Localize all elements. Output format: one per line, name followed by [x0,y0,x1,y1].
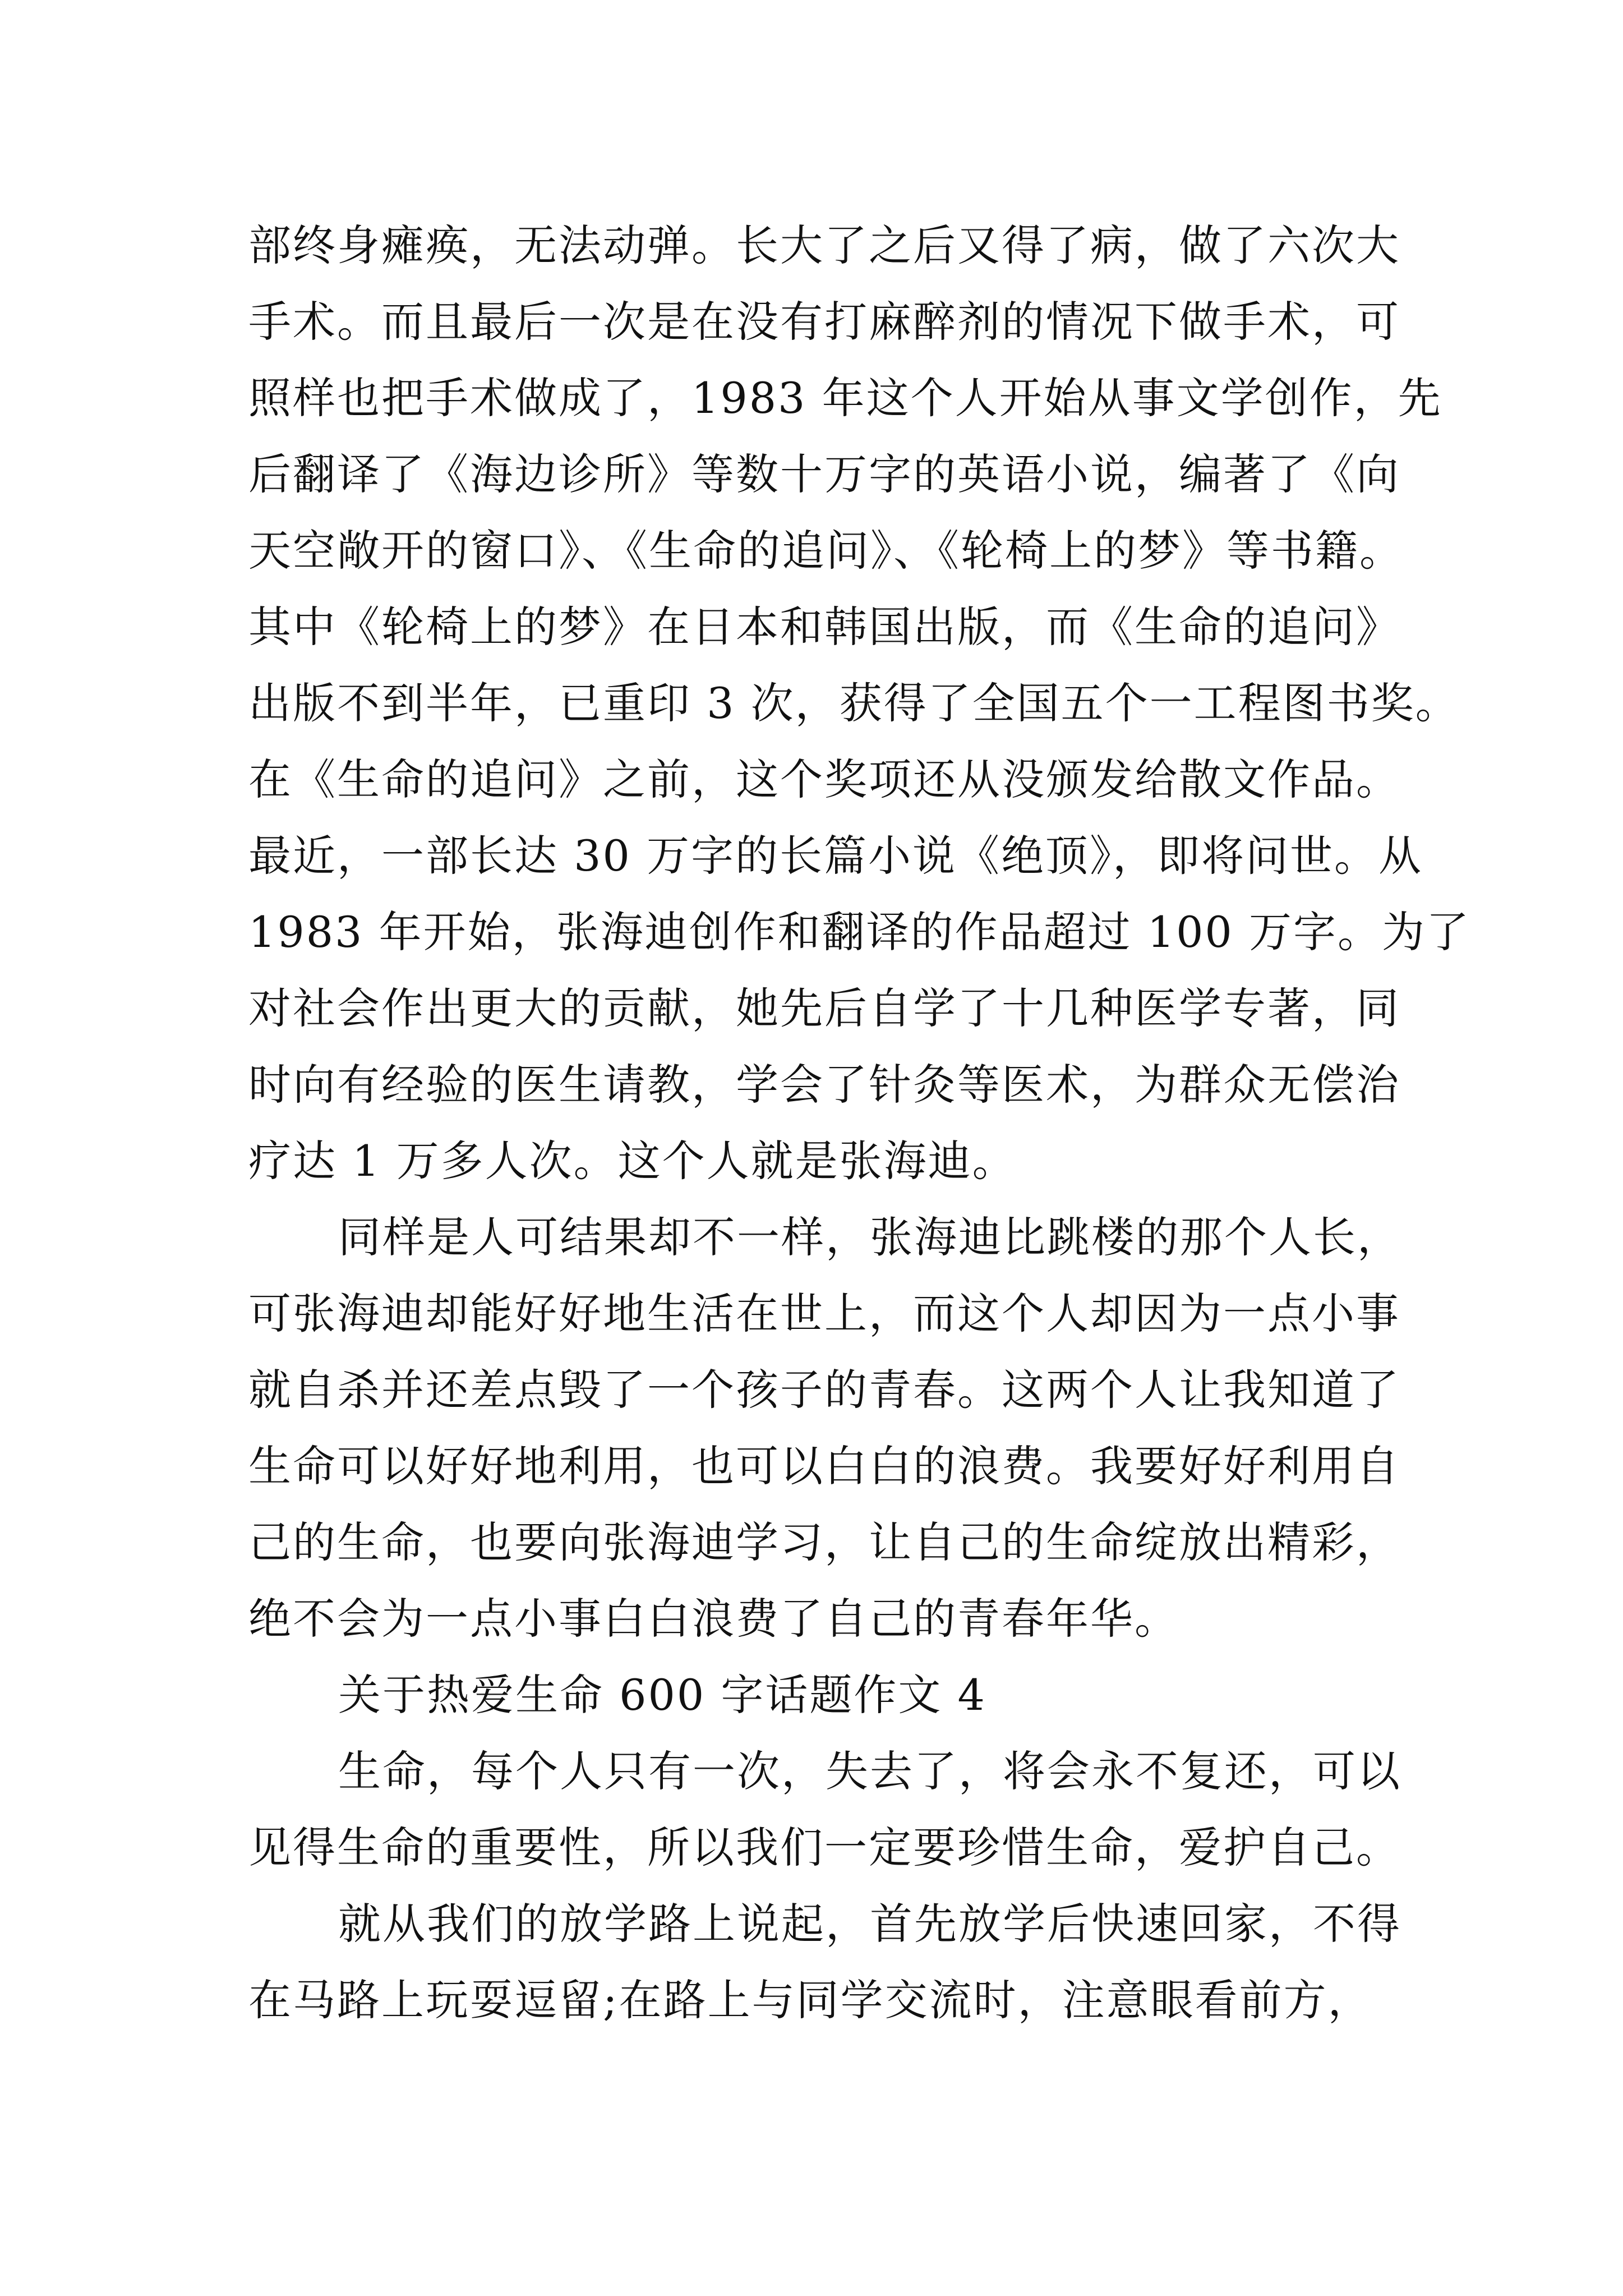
text-line: 天空敞开的窗口》、《生命的追问》、《轮椅上的梦》等书籍。 [248,526,1404,576]
text-line: 后翻译了《海边诊所》等数十万字的英语小说，编著了《向 [248,449,1400,499]
text-line: 就自杀并还差点毁了一个孩子的青春。这两个人让我知道了 [248,1365,1400,1415]
text-line: 绝不会为一点小事白白浪费了自己的青春年华。 [248,1594,1179,1644]
text-line: 在马路上玩耍逗留;在路上与同学交流时，注意眼看前方， [248,1975,1372,2025]
paragraph-start-line: 就从我们的放学路上说起，首先放学后快速回家，不得 [338,1899,1401,1949]
text-line: 手术。而且最后一次是在没有打麻醉剂的情况下做手术，可 [248,297,1400,347]
text-line: 可张海迪却能好好地生活在世上，而这个人却因为一点小事 [248,1289,1400,1338]
text-line: 生命可以好好地利用，也可以白白的浪费。我要好好利用自 [248,1441,1400,1491]
text-line: 时向有经验的医生请教，学会了针灸等医术，为群众无偿治 [248,1060,1400,1110]
paragraph-start-line: 同样是人可结果却不一样，张海迪比跳楼的那个人长， [338,1212,1401,1262]
text-line: 部终身瘫痪，无法动弹。长大了之后又得了病，做了六次大 [248,220,1400,270]
text-line: 1983 年开始，张海迪创作和翻译的作品超过 100 万字。为了 [248,907,1470,957]
text-line: 见得生命的重要性，所以我们一定要珍惜生命，爱护自己。 [248,1823,1400,1872]
section-heading: 关于热爱生命 600 字话题作文 4 [338,1670,986,1720]
text-line: 最近，一部长达 30 万字的长篇小说《绝顶》，即将问世。从 [248,831,1423,881]
text-line: 在《生命的追问》之前，这个奖项还从没颁发给散文作品。 [248,754,1400,804]
text-line: 己的生命，也要向张海迪学习，让自己的生命绽放出精彩， [248,1517,1400,1567]
paragraph-start-line: 生命，每个人只有一次，失去了，将会永不复还，可以 [338,1746,1401,1796]
text-line: 疗达 1 万多人次。这个人就是张海迪。 [248,1136,1017,1186]
text-line: 其中《轮椅上的梦》在日本和韩国出版，而《生命的追问》 [248,602,1400,652]
text-line: 对社会作出更大的贡献，她先后自学了十几种医学专著，同 [248,983,1400,1033]
body-text [248,208,1470,2039]
text-line: 出版不到半年，已重印 3 次，获得了全国五个一工程图书奖。 [248,678,1460,728]
text-line: 照样也把手术做成了，1983 年这个人开始从事文学创作，先 [248,373,1442,423]
